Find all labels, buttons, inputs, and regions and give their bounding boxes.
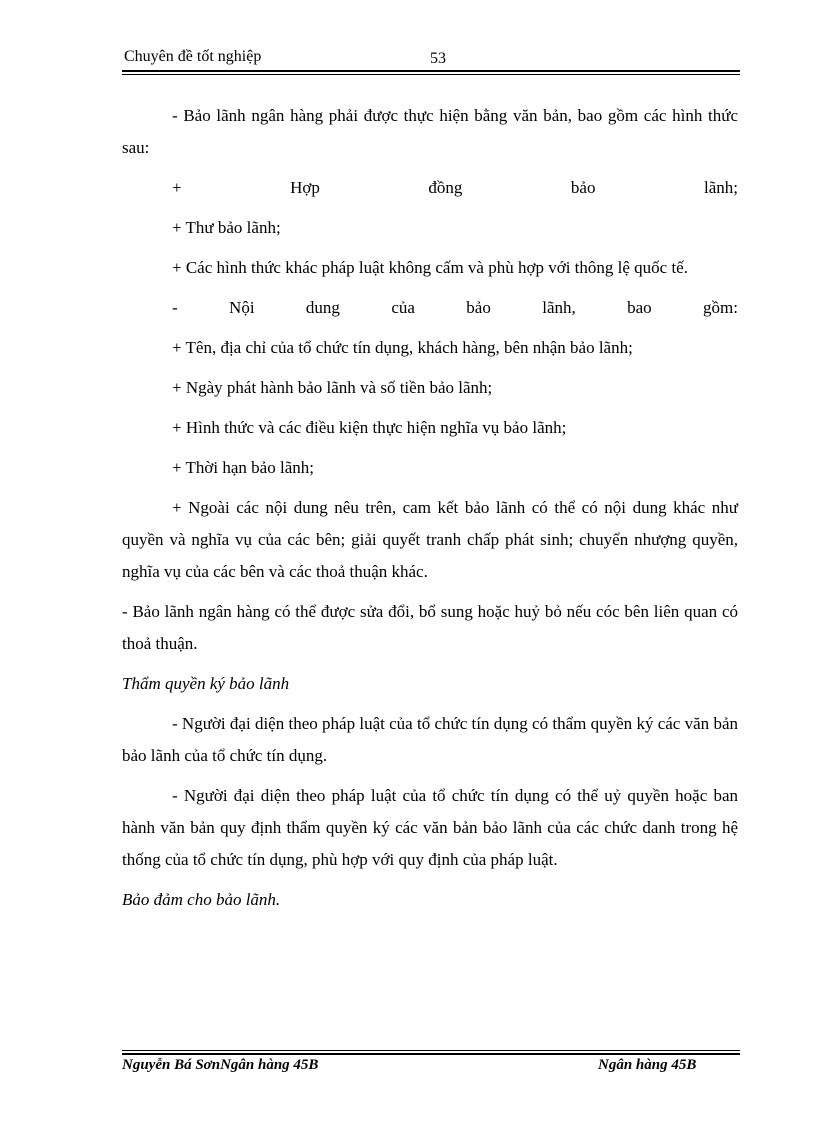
list-item-names-addresses: + Tên, địa chỉ của tổ chức tín dụng, khách hàng, bên nhận bảo lãnh; [172,338,633,357]
section-heading-signing-authority: Thẩm quyền ký bảo lãnh [122,674,290,693]
header-rule-thick [122,70,740,72]
list-item-term: + Thời hạn bảo lãnh; [172,458,314,477]
list-item-conditions: + Hình thức và các điều kiện thực hiện nghĩa vụ bảo lãnh; [172,418,567,437]
footer-rule-thin [122,1050,740,1051]
header-rule-thin [122,74,740,75]
paragraph-amendment: - Bảo lãnh ngân hàng có thể được sửa đổi, bổ sung hoặc huỷ bỏ nếu cóc bên liên quan có thoả thuận. [122,602,738,653]
page-body [122,100,738,924]
page-number: 53 [430,50,446,67]
list-item-other-forms: + Các hình thức khác pháp luật không cấm và phù hợp với thông lệ quốc tế. [172,258,688,277]
footer-rule-thick [122,1053,740,1055]
paragraph-form-requirement: - Bảo lãnh ngân hàng phải được thực hiện bằng văn bản, bao gồm các hình thức sau: [122,106,738,157]
paragraph-content-intro: - Nội dung của bảo lãnh, bao gồm: [172,298,738,317]
document-title: Chuyên đề tốt nghiệp [124,48,262,65]
list-item-issue-date-amount: + Ngày phát hành bảo lãnh và số tiền bảo lãnh; [172,378,493,397]
paragraph-delegation: - Người đại diện theo pháp luật của tổ chức tín dụng có thể uỷ quyền hoặc ban hành văn bản quy định thẩm quyền ký các văn bản bảo lãnh của các chức danh trong hệ thống của tổ chức tín dụng, phù hợp với quy định của pháp luật. [122,786,738,869]
list-item-guarantee-contract: + Hợp đồng bảo lãnh; [172,178,738,197]
page-header [122,48,740,70]
footer-author: Nguyễn Bá SơnNgân hàng 45B [122,1057,319,1073]
list-item-guarantee-letter: + Thư bảo lãnh; [172,218,281,237]
footer-class: Ngân hàng 45B [598,1057,697,1073]
list-item-other-content: + Ngoài các nội dung nêu trên, cam kết bảo lãnh có thể có nội dung khác như quyền và nghĩa vụ của các bên; giải quyết tranh chấp phát sinh; chuyển nhượng quyền, nghĩa vụ của các bên và các thoả thuận khác. [122,498,738,581]
paragraph-legal-representative: - Người đại diện theo pháp luật của tổ chức tín dụng có thẩm quyền ký các văn bản bảo lãnh của tổ chức tín dụng. [122,714,738,765]
section-heading-guarantee-security: Bảo đảm cho bảo lãnh. [122,890,281,909]
